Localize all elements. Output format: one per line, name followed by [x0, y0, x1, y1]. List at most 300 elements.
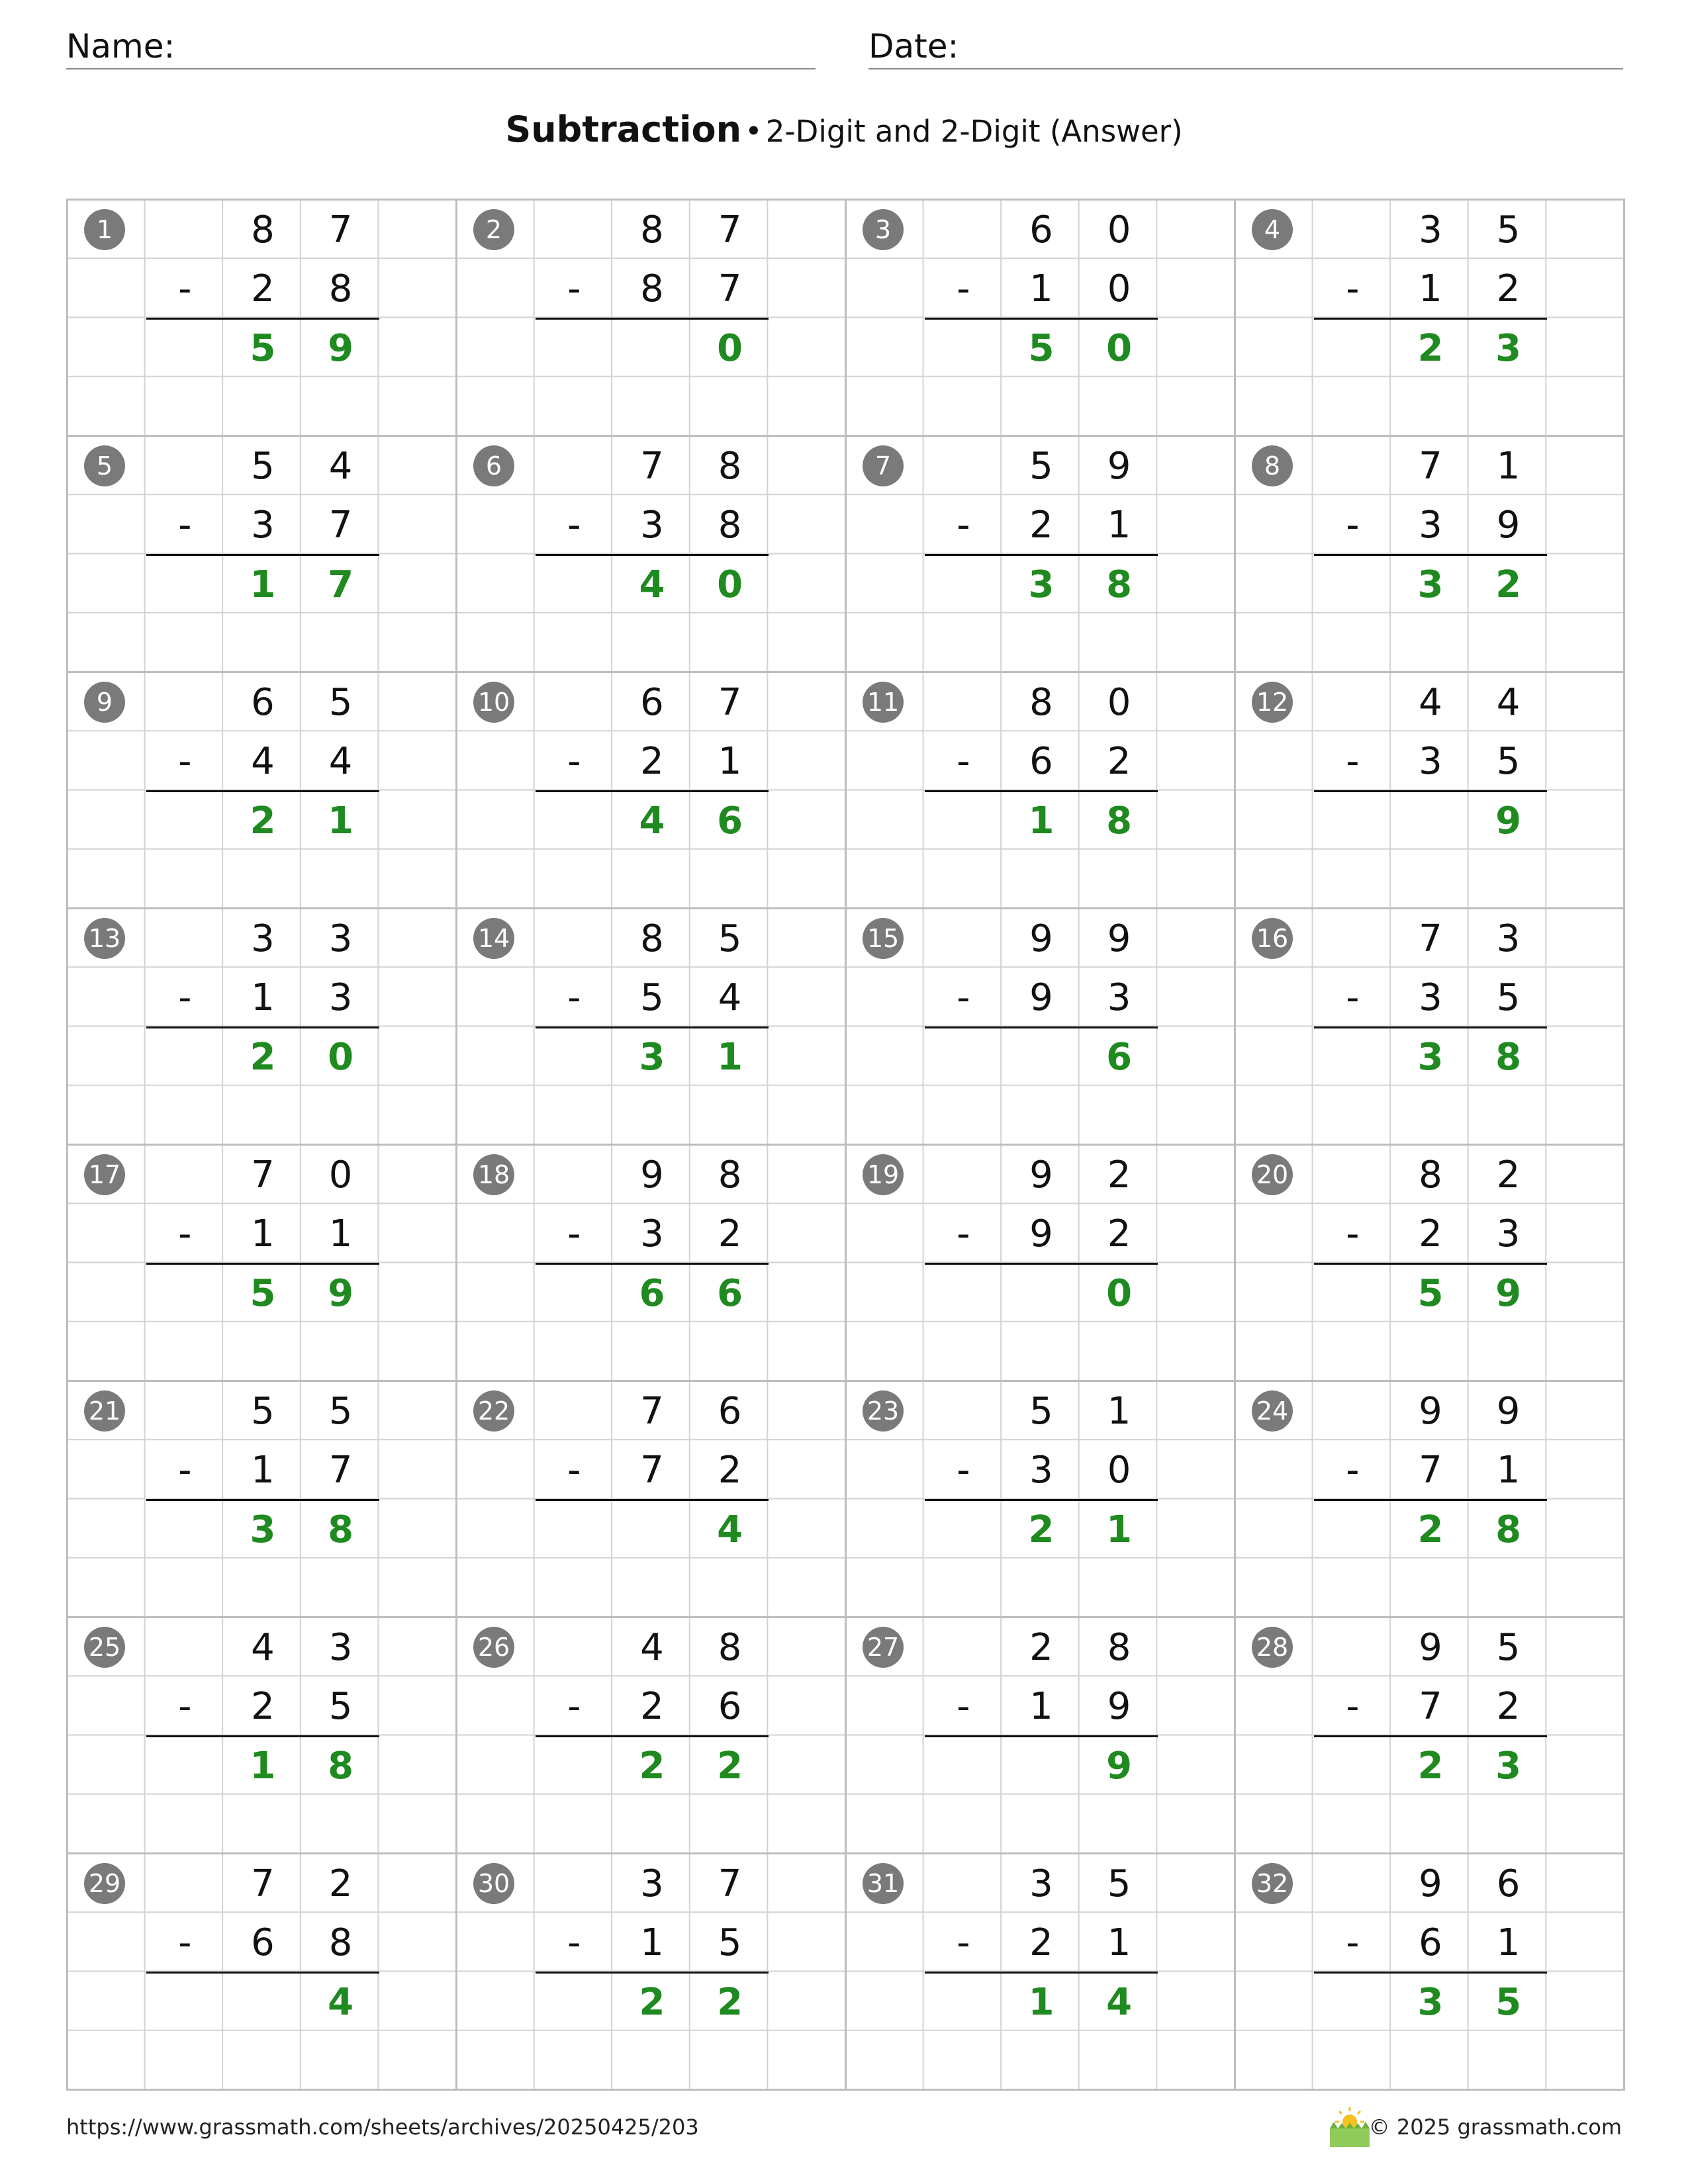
subtrahend-ones-digit: 8: [328, 267, 353, 311]
minuend-ones-digit: 1: [1496, 445, 1521, 488]
subtrahend-ones-digit: 7: [328, 504, 353, 547]
problem-29: [66, 1852, 455, 2089]
subtrahend-tens-digit: 1: [251, 1212, 275, 1256]
subtrahend-ones-digit: 1: [1496, 1921, 1521, 1965]
problem-number-badge: 13: [84, 918, 125, 959]
minuend-tens-digit: 4: [640, 1626, 664, 1669]
minus-sign: -: [178, 1212, 192, 1256]
problem-14: [455, 907, 845, 1144]
problem-11: [845, 671, 1234, 907]
minuend-tens-digit: 3: [251, 917, 275, 960]
subtrahend-tens-digit: 2: [1029, 504, 1053, 547]
subtrahend-ones-digit: 5: [1496, 740, 1521, 784]
minus-sign: -: [178, 504, 192, 547]
subtrahend-tens-digit: 3: [1419, 504, 1442, 547]
problem-number-badge: 9: [84, 682, 125, 723]
subtrahend-tens-digit: 9: [1029, 1212, 1053, 1256]
minus-sign: -: [1346, 976, 1360, 1020]
title-main: Subtraction: [505, 109, 742, 150]
subtrahend-tens-digit: 3: [1419, 740, 1442, 784]
minuend-ones-digit: 2: [328, 1862, 353, 1905]
subtrahend-ones-digit: 2: [1107, 1212, 1131, 1256]
subtrahend-tens-digit: 7: [640, 1449, 664, 1492]
answer-ones-digit[interactable]: 8: [1106, 563, 1133, 606]
answer-ones-digit[interactable]: 3: [1495, 1744, 1522, 1788]
minus-sign: -: [567, 740, 581, 784]
problem-number-badge: 32: [1252, 1863, 1293, 1904]
problem-13: [66, 907, 455, 1144]
minus-sign: -: [957, 1921, 970, 1965]
minuend-ones-digit: 6: [718, 1390, 742, 1433]
problem-number-badge: 2: [473, 209, 514, 250]
problem-26: [455, 1616, 845, 1852]
answer-tens-digit[interactable]: [613, 1500, 691, 1559]
subtrahend-tens-digit: 1: [1029, 1685, 1053, 1729]
answer-ones-digit[interactable]: 8: [328, 1508, 354, 1551]
minuend-ones-digit: 9: [1496, 1390, 1521, 1433]
minuend-tens-digit: 6: [251, 681, 275, 724]
problem-5: [66, 435, 455, 671]
answer-tens-digit[interactable]: 2: [1028, 1508, 1055, 1551]
subtrahend-ones-digit: 5: [718, 1921, 742, 1965]
answer-tens-digit[interactable]: 3: [1417, 563, 1444, 606]
problem-27: [845, 1616, 1234, 1852]
subtrahend-tens-digit: 6: [1419, 1921, 1442, 1965]
name-label: Name:: [66, 27, 175, 66]
problem-12: [1234, 671, 1623, 907]
subtrahend-tens-digit: 1: [640, 1921, 664, 1965]
subtrahend-ones-digit: 8: [718, 504, 742, 547]
minus-sign: -: [567, 1921, 581, 1965]
problem-10: [455, 671, 845, 907]
subtrahend-tens-digit: 2: [1419, 1212, 1442, 1256]
footer-url: https://www.grassmath.com/sheets/archives/20250425/203: [66, 2115, 699, 2140]
minuend-tens-digit: 5: [251, 1390, 275, 1433]
minuend-tens-digit: 9: [1029, 917, 1053, 960]
minus-sign: -: [1346, 1685, 1360, 1729]
problem-9: [66, 671, 455, 907]
minuend-tens-digit: 4: [1419, 681, 1442, 724]
problem-number-badge: 26: [473, 1627, 514, 1668]
minus-sign: -: [1346, 1449, 1360, 1492]
problem-6: [455, 435, 845, 671]
subtrahend-tens-digit: 3: [640, 504, 664, 547]
answer-tens-digit[interactable]: 1: [250, 1744, 276, 1788]
minuend-tens-digit: 7: [251, 1154, 275, 1197]
answer-tens-digit[interactable]: 2: [639, 1980, 665, 2024]
subtrahend-tens-digit: 7: [1419, 1449, 1442, 1492]
answer-tens-digit[interactable]: 5: [250, 1271, 276, 1315]
problem-7: [845, 435, 1234, 671]
subtrahend-ones-digit: 4: [328, 740, 353, 784]
answer-ones-digit[interactable]: 4: [1106, 1980, 1133, 2024]
problem-19: [845, 1144, 1234, 1380]
subtrahend-tens-digit: 1: [251, 1449, 275, 1492]
answer-ones-digit[interactable]: 5: [1495, 1980, 1522, 2024]
minuend-tens-digit: 7: [1419, 445, 1442, 488]
subtrahend-ones-digit: 2: [1107, 740, 1131, 784]
minuend-tens-digit: 2: [1029, 1626, 1053, 1669]
answer-tens-digit[interactable]: 3: [1417, 1035, 1444, 1079]
problem-number-badge: 10: [473, 682, 514, 723]
problem-4: [1234, 199, 1623, 435]
answer-ones-digit[interactable]: 1: [328, 799, 354, 842]
subtrahend-tens-digit: 2: [640, 740, 664, 784]
minus-sign: -: [957, 1449, 970, 1492]
answer-tens-digit[interactable]: 3: [1417, 1980, 1444, 2024]
answer-ones-digit[interactable]: 8: [328, 1744, 354, 1788]
minus-sign: -: [957, 976, 970, 1020]
subtrahend-ones-digit: 3: [1107, 976, 1131, 1020]
problem-number-badge: 28: [1252, 1627, 1293, 1668]
problem-2: [455, 199, 845, 435]
minus-sign: -: [957, 267, 970, 311]
subtrahend-tens-digit: 2: [640, 1685, 664, 1729]
problem-3: [845, 199, 1234, 435]
minuend-ones-digit: 0: [1107, 681, 1131, 724]
answer-tens-digit[interactable]: 1: [1028, 1980, 1055, 2024]
answer-ones-digit[interactable]: 9: [1106, 1744, 1133, 1788]
answer-ones-digit[interactable]: 3: [1495, 326, 1522, 370]
answer-ones-digit[interactable]: 6: [717, 1271, 743, 1315]
minuend-tens-digit: 9: [1419, 1390, 1442, 1433]
minus-sign: -: [178, 1685, 192, 1729]
minuend-ones-digit: 0: [328, 1154, 353, 1197]
answer-tens-digit[interactable]: 5: [250, 326, 276, 370]
problem-16: [1234, 907, 1623, 1144]
answer-tens-digit[interactable]: 2: [1417, 1508, 1444, 1551]
answer-tens-digit[interactable]: 3: [639, 1035, 665, 1079]
title-subtitle: 2-Digit and 2-Digit (Answer): [765, 114, 1183, 149]
answer-tens-digit[interactable]: 1: [250, 563, 276, 606]
minuend-tens-digit: 3: [1419, 208, 1442, 251]
minuend-ones-digit: 9: [1107, 917, 1131, 960]
subtrahend-tens-digit: 3: [1419, 976, 1442, 1020]
minuend-ones-digit: 5: [1496, 1626, 1521, 1669]
subtrahend-ones-digit: 3: [328, 976, 353, 1020]
subtrahend-ones-digit: 1: [1107, 1921, 1131, 1965]
subtrahend-ones-digit: 8: [328, 1921, 353, 1965]
problem-number-badge: 11: [863, 682, 904, 723]
answer-ones-digit[interactable]: 4: [717, 1508, 743, 1551]
subtrahend-ones-digit: 0: [1107, 267, 1131, 311]
subtrahend-ones-digit: 3: [1496, 1212, 1521, 1256]
minuend-tens-digit: 8: [640, 208, 664, 251]
minus-sign: -: [567, 267, 581, 311]
problem-number-badge: 25: [84, 1627, 125, 1668]
minuend-ones-digit: 5: [1107, 1862, 1131, 1905]
minuend-tens-digit: 9: [640, 1154, 664, 1197]
problem-number-badge: 3: [863, 209, 904, 250]
answer-tens-digit[interactable]: 2: [250, 1035, 276, 1079]
answer-ones-digit[interactable]: 9: [1495, 799, 1522, 842]
minuend-ones-digit: 2: [1496, 1154, 1521, 1197]
answer-ones-digit[interactable]: 0: [717, 326, 743, 370]
problem-number-badge: 5: [84, 445, 125, 486]
minuend-tens-digit: 8: [640, 917, 664, 960]
minuend-ones-digit: 7: [718, 208, 742, 251]
problem-30: [455, 1852, 845, 2089]
minuend-ones-digit: 2: [1107, 1154, 1131, 1197]
answer-ones-digit[interactable]: 0: [1106, 326, 1133, 370]
subtrahend-tens-digit: 2: [1029, 1921, 1053, 1965]
minuend-tens-digit: 7: [640, 445, 664, 488]
answer-ones-digit[interactable]: 8: [1495, 1508, 1522, 1551]
answer-ones-digit[interactable]: 9: [328, 1271, 354, 1315]
problem-number-badge: 18: [473, 1154, 514, 1195]
worksheet-title: [0, 105, 1688, 163]
minuend-ones-digit: 4: [328, 445, 353, 488]
minuend-ones-digit: 4: [1496, 681, 1521, 724]
minuend-ones-digit: 3: [328, 917, 353, 960]
subtrahend-ones-digit: 2: [718, 1449, 742, 1492]
minuend-ones-digit: 5: [1496, 208, 1521, 251]
minuend-ones-digit: 9: [1107, 445, 1131, 488]
answer-ones-digit[interactable]: 9: [328, 326, 354, 370]
problem-number-badge: 30: [473, 1863, 514, 1904]
minuend-ones-digit: 3: [328, 1626, 353, 1669]
minuend-ones-digit: 6: [1496, 1862, 1521, 1905]
minus-sign: -: [1346, 504, 1360, 547]
problem-number-badge: 27: [863, 1627, 904, 1668]
minuend-ones-digit: 7: [328, 208, 353, 251]
date-line[interactable]: [868, 68, 1623, 69]
problem-32: [1234, 1852, 1623, 2089]
minus-sign: -: [567, 976, 581, 1020]
subtrahend-tens-digit: 1: [1029, 267, 1053, 311]
minuend-tens-digit: 3: [1029, 1862, 1053, 1905]
problem-8: [1234, 435, 1623, 671]
minus-sign: -: [1346, 1212, 1360, 1256]
problem-28: [1234, 1616, 1623, 1852]
answer-tens-digit[interactable]: 3: [250, 1508, 276, 1551]
answer-tens-digit[interactable]: 3: [1028, 563, 1055, 606]
problem-number-badge: 15: [863, 918, 904, 959]
minuend-ones-digit: 3: [1496, 917, 1521, 960]
minus-sign: -: [1346, 267, 1360, 311]
minuend-tens-digit: 8: [1029, 681, 1053, 724]
answer-tens-digit[interactable]: [1391, 792, 1470, 850]
minuend-ones-digit: 5: [718, 917, 742, 960]
minus-sign: -: [178, 267, 192, 311]
subtrahend-tens-digit: 9: [1029, 976, 1053, 1020]
subtrahend-ones-digit: 9: [1107, 1685, 1131, 1729]
minuend-tens-digit: 4: [251, 1626, 275, 1669]
minus-sign: -: [1346, 740, 1360, 784]
answer-tens-digit[interactable]: [224, 1973, 302, 2032]
minus-sign: -: [178, 740, 192, 784]
answer-tens-digit[interactable]: 4: [639, 799, 665, 842]
problem-18: [455, 1144, 845, 1380]
answer-ones-digit[interactable]: 1: [717, 1035, 743, 1079]
problem-21: [66, 1380, 455, 1616]
minus-sign: -: [178, 1921, 192, 1965]
answer-ones-digit[interactable]: 4: [328, 1980, 354, 2024]
subtrahend-ones-digit: 1: [1496, 1449, 1521, 1492]
problem-17: [66, 1144, 455, 1380]
subtrahend-ones-digit: 5: [1496, 976, 1521, 1020]
answer-ones-digit[interactable]: 8: [1106, 799, 1133, 842]
answer-tens-digit[interactable]: 6: [639, 1271, 665, 1315]
subtrahend-ones-digit: 5: [328, 1685, 353, 1729]
subtrahend-ones-digit: 0: [1107, 1449, 1131, 1492]
minuend-tens-digit: 6: [1029, 208, 1053, 251]
footer-copyright: © 2025 grassmath.com: [1368, 2115, 1622, 2140]
answer-tens-digit[interactable]: [1002, 1737, 1080, 1796]
answer-tens-digit[interactable]: 1: [1028, 799, 1055, 842]
answer-ones-digit[interactable]: 2: [1495, 563, 1522, 606]
answer-ones-digit[interactable]: 0: [717, 563, 743, 606]
problem-number-badge: 24: [1252, 1390, 1293, 1432]
minus-sign: -: [567, 1449, 581, 1492]
minuend-ones-digit: 8: [718, 1154, 742, 1197]
answer-tens-digit[interactable]: 2: [639, 1744, 665, 1788]
subtrahend-ones-digit: 7: [328, 1449, 353, 1492]
problem-24: [1234, 1380, 1623, 1616]
minuend-ones-digit: 7: [718, 681, 742, 724]
problem-number-badge: 7: [863, 445, 904, 486]
problem-number-badge: 21: [84, 1390, 125, 1432]
minuend-tens-digit: 8: [1419, 1154, 1442, 1197]
answer-ones-digit[interactable]: 6: [1106, 1035, 1133, 1079]
answer-ones-digit[interactable]: 1: [1106, 1508, 1133, 1551]
minuend-tens-digit: 7: [251, 1862, 275, 1905]
problem-23: [845, 1380, 1234, 1616]
minus-sign: -: [567, 1685, 581, 1729]
minuend-ones-digit: 7: [718, 1862, 742, 1905]
problem-number-badge: 16: [1252, 918, 1293, 959]
minus-sign: -: [957, 1212, 970, 1256]
answer-tens-digit[interactable]: 4: [639, 563, 665, 606]
problem-1: [66, 199, 455, 435]
minuend-ones-digit: 8: [718, 445, 742, 488]
problem-number-badge: 17: [84, 1154, 125, 1195]
sun-over-grass-icon: [1326, 2105, 1374, 2150]
problem-number-badge: 12: [1252, 682, 1293, 723]
minuend-ones-digit: 5: [328, 1390, 353, 1433]
problem-number-badge: 14: [473, 918, 514, 959]
answer-ones-digit[interactable]: 8: [1495, 1035, 1522, 1079]
minuend-tens-digit: 7: [1419, 917, 1442, 960]
date-label: Date:: [868, 27, 959, 66]
subtrahend-tens-digit: 4: [251, 740, 275, 784]
problem-20: [1234, 1144, 1623, 1380]
minuend-ones-digit: 5: [328, 681, 353, 724]
answer-tens-digit[interactable]: 5: [1417, 1271, 1444, 1315]
subtrahend-ones-digit: 7: [718, 267, 742, 311]
answer-ones-digit[interactable]: 0: [1106, 1271, 1133, 1315]
minuend-tens-digit: 5: [1029, 1390, 1053, 1433]
answer-tens-digit[interactable]: [613, 319, 691, 378]
minuend-tens-digit: 5: [251, 445, 275, 488]
subtrahend-tens-digit: 3: [1029, 1449, 1053, 1492]
minus-sign: -: [957, 1685, 970, 1729]
minus-sign: -: [1346, 1921, 1360, 1965]
minuend-tens-digit: 5: [1029, 445, 1053, 488]
subtrahend-ones-digit: 2: [718, 1212, 742, 1256]
problem-number-badge: 23: [863, 1390, 904, 1432]
minuend-tens-digit: 9: [1419, 1862, 1442, 1905]
answer-tens-digit[interactable]: 2: [250, 799, 276, 842]
answer-tens-digit[interactable]: 2: [1417, 1744, 1444, 1788]
answer-ones-digit[interactable]: 2: [717, 1980, 743, 2024]
problem-25: [66, 1616, 455, 1852]
problem-31: [845, 1852, 1234, 2089]
minus-sign: -: [957, 740, 970, 784]
title-separator: •: [745, 114, 763, 149]
subtrahend-tens-digit: 6: [251, 1921, 275, 1965]
problem-number-badge: 31: [863, 1863, 904, 1904]
problem-22: [455, 1380, 845, 1616]
minus-sign: -: [567, 1212, 581, 1256]
subtrahend-tens-digit: 1: [251, 976, 275, 1020]
minus-sign: -: [178, 976, 192, 1020]
subtrahend-ones-digit: 9: [1496, 504, 1521, 547]
problem-number-badge: 4: [1252, 209, 1293, 250]
answer-ones-digit[interactable]: 7: [328, 563, 354, 606]
problem-number-badge: 19: [863, 1154, 904, 1195]
subtrahend-tens-digit: 1: [1419, 267, 1442, 311]
answer-tens-digit[interactable]: [1002, 1264, 1080, 1323]
subtrahend-ones-digit: 1: [718, 740, 742, 784]
minuend-tens-digit: 6: [640, 681, 664, 724]
answer-ones-digit[interactable]: 2: [717, 1744, 743, 1788]
subtrahend-tens-digit: 3: [251, 504, 275, 547]
minuend-tens-digit: 7: [640, 1390, 664, 1433]
minuend-ones-digit: 8: [718, 1626, 742, 1669]
subtrahend-tens-digit: 6: [1029, 740, 1053, 784]
subtrahend-ones-digit: 2: [1496, 267, 1521, 311]
problem-number-badge: 20: [1252, 1154, 1293, 1195]
minus-sign: -: [957, 504, 970, 547]
answer-ones-digit[interactable]: 0: [328, 1035, 354, 1079]
minuend-ones-digit: 0: [1107, 208, 1131, 251]
minuend-ones-digit: 1: [1107, 1390, 1131, 1433]
minuend-tens-digit: 9: [1419, 1626, 1442, 1669]
subtrahend-ones-digit: 1: [328, 1212, 353, 1256]
answer-tens-digit[interactable]: 5: [1028, 326, 1055, 370]
subtrahend-tens-digit: 5: [640, 976, 664, 1020]
minuend-ones-digit: 8: [1107, 1626, 1131, 1669]
subtrahend-ones-digit: 4: [718, 976, 742, 1020]
problem-number-badge: 6: [473, 445, 514, 486]
minus-sign: -: [567, 504, 581, 547]
subtrahend-tens-digit: 8: [640, 267, 664, 311]
problem-number-badge: 1: [84, 209, 125, 250]
subtrahend-tens-digit: 3: [640, 1212, 664, 1256]
problem-grid: [66, 199, 1625, 2091]
subtrahend-tens-digit: 2: [251, 1685, 275, 1729]
answer-tens-digit[interactable]: 2: [1417, 326, 1444, 370]
subtrahend-ones-digit: 2: [1496, 1685, 1521, 1729]
minuend-tens-digit: 3: [640, 1862, 664, 1905]
subtrahend-ones-digit: 6: [718, 1685, 742, 1729]
answer-tens-digit[interactable]: [1002, 1028, 1080, 1087]
minus-sign: -: [178, 1449, 192, 1492]
answer-ones-digit[interactable]: 6: [717, 799, 743, 842]
name-line[interactable]: [66, 68, 816, 69]
problem-number-badge: 8: [1252, 445, 1293, 486]
problem-15: [845, 907, 1234, 1144]
answer-ones-digit[interactable]: 9: [1495, 1271, 1522, 1315]
minuend-tens-digit: 8: [251, 208, 275, 251]
subtrahend-tens-digit: 7: [1419, 1685, 1442, 1729]
problem-number-badge: 22: [473, 1390, 514, 1432]
subtrahend-ones-digit: 1: [1107, 504, 1131, 547]
subtrahend-tens-digit: 2: [251, 267, 275, 311]
minuend-tens-digit: 9: [1029, 1154, 1053, 1197]
problem-number-badge: 29: [84, 1863, 125, 1904]
